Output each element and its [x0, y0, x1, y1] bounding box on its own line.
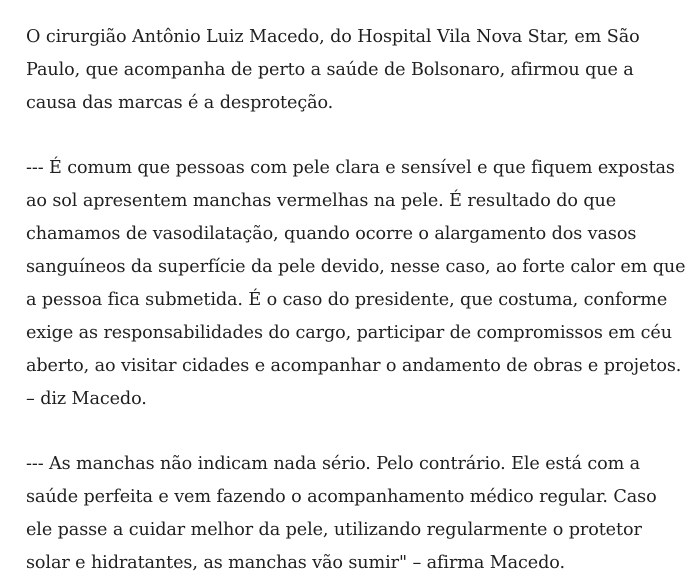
text-line: Paulo, que acompanha de perto a saúde de Bolsonaro, afirmou que a: [26, 60, 634, 80]
text-line: chamamos de vasodilatação, quando ocorre o alargamento dos vasos: [26, 224, 637, 244]
text-line: causa das marcas é a desproteção.: [26, 93, 334, 113]
text-line: aberto, ao visitar cidades e acompanhar o andamento de obras e projetos.: [26, 356, 682, 376]
paragraph-spacer: [26, 416, 681, 448]
text-line: solar e hidratantes, as manchas vão sumir" – afirma Macedo.: [26, 553, 565, 573]
text-line: O cirurgião Antônio Luiz Macedo, do Hospital Vila Nova Star, em São: [26, 27, 640, 47]
text-line: --- É comum que pessoas com pele clara e sensível e que fiquem expostas: [26, 158, 675, 178]
paragraph-quote-2: [26, 448, 681, 580]
paragraph-spacer: [26, 120, 681, 152]
text-line: ele passe a cuidar melhor da pele, utilizando regularmente o protetor: [26, 520, 642, 540]
text-line: exige as responsabilidades do cargo, participar de compromissos em céu: [26, 323, 672, 343]
text-line: saúde perfeita e vem fazendo o acompanhamento médico regular. Caso: [26, 487, 657, 507]
text-line: sanguíneos da superfície da pele devido, nesse caso, ao forte calor em que: [26, 257, 686, 277]
paragraph-quote-1: [26, 152, 686, 416]
text-line: – diz Macedo.: [26, 389, 147, 409]
text-line: --- As manchas não indicam nada sério. Pelo contrário. Ele está com a: [26, 454, 641, 474]
article-body: [26, 21, 686, 580]
text-line: a pessoa fica submetida. É o caso do presidente, que costuma, conforme: [26, 290, 668, 310]
paragraph-intro: [26, 21, 681, 120]
text-line: ao sol apresentem manchas vermelhas na pele. É resultado do que: [26, 191, 617, 211]
